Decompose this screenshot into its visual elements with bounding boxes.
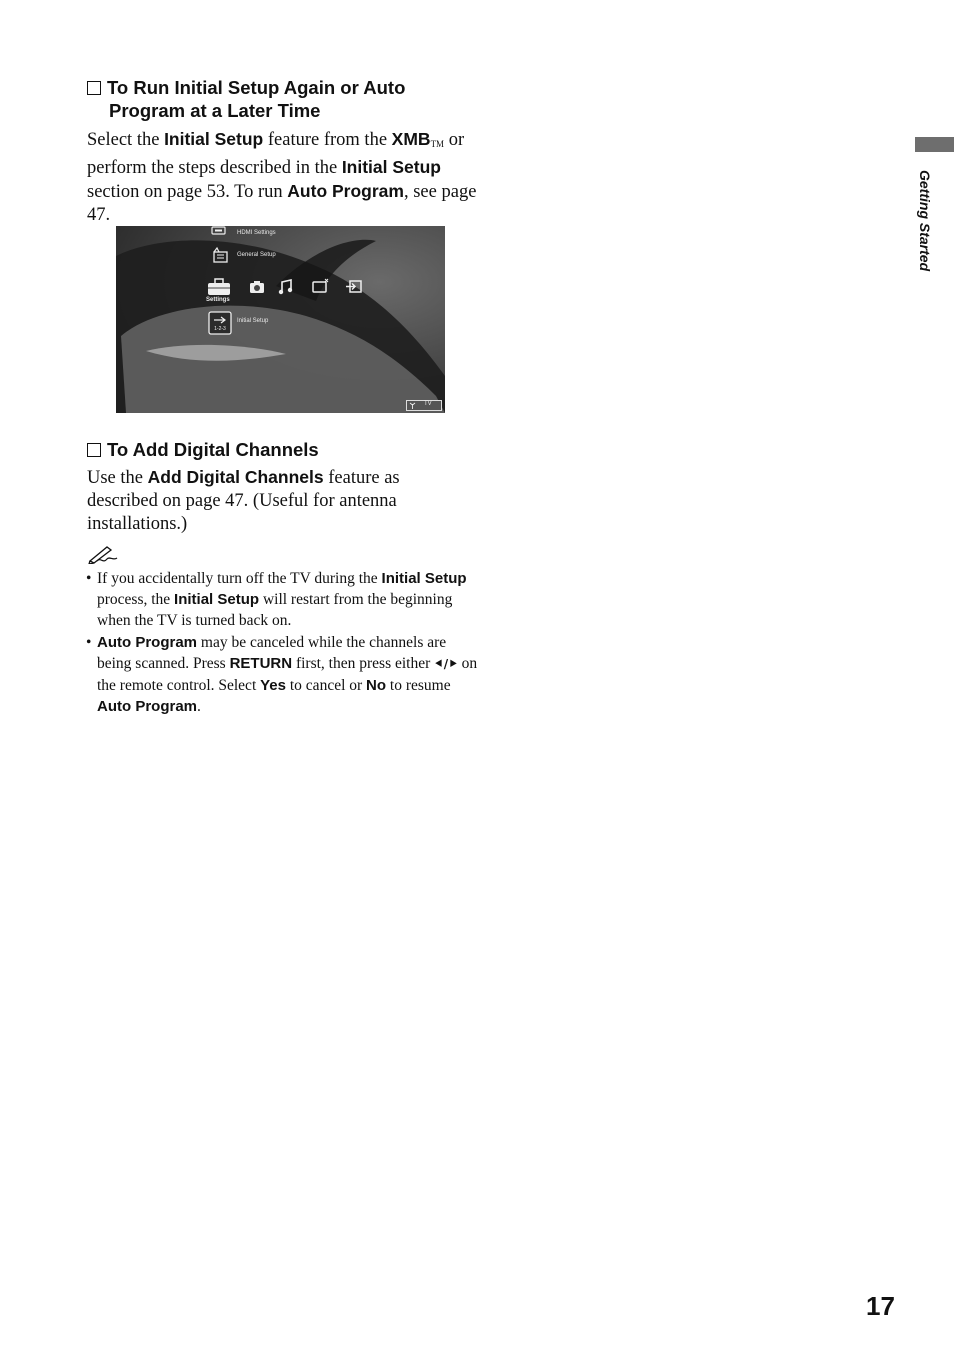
- note-item: [86, 632, 478, 717]
- term-no: No: [366, 677, 387, 694]
- term-initial-setup: Initial Setup: [164, 129, 264, 149]
- term-initial-setup: Initial Setup: [174, 591, 260, 608]
- screen-background-art: [116, 226, 445, 413]
- text: If you accidentally turn off the TV during the: [97, 570, 382, 587]
- bullet: •: [86, 634, 92, 651]
- text: will restart from the beginning when the TV is turned back on.: [97, 591, 453, 629]
- text: Use the: [87, 468, 148, 488]
- checkbox-square-icon: [87, 443, 101, 457]
- section-tab-text: Getting Started: [917, 170, 933, 272]
- tv-status-indicator: [406, 400, 442, 411]
- text: to resume: [386, 677, 451, 694]
- text: process, the: [97, 591, 175, 608]
- tv-menu-screenshot: [116, 226, 445, 413]
- text: feature as described on page 47. (Useful for antenna installations.): [87, 468, 400, 534]
- term-initial-setup: Initial Setup: [381, 570, 467, 587]
- term-auto-program: Auto Program: [97, 698, 198, 715]
- menu-item-label: Initial Setup: [237, 318, 269, 324]
- music-icon[interactable]: [278, 279, 293, 295]
- bullet: •: [86, 570, 92, 587]
- left-right-arrows-icon: ⯇/⯈: [434, 657, 458, 671]
- status-label-tv: TV: [424, 401, 432, 407]
- term-auto-program: Auto Program: [287, 181, 404, 201]
- page-number: 17: [866, 1291, 895, 1321]
- svg-text:1-2-3: 1-2-3: [214, 326, 226, 332]
- hdmi-icon: [211, 226, 227, 236]
- text: on the remote control. Select: [97, 655, 478, 694]
- initial-setup-icon: [208, 311, 232, 335]
- section2-paragraph: [87, 466, 447, 536]
- text: or perform the steps described in the: [87, 130, 465, 178]
- text: may be canceled while the channels are being scanned. Press: [97, 634, 447, 672]
- checkbox-square-icon: [87, 81, 101, 95]
- text: , see page 47.: [87, 182, 477, 225]
- heading-line-1: To Run Initial Setup Again or Auto: [107, 77, 406, 98]
- term-initial-setup: Initial Setup: [341, 157, 441, 177]
- section1-paragraph: [87, 128, 477, 227]
- text: Select the: [87, 130, 165, 150]
- text: feature from the: [263, 130, 392, 150]
- section-tab-marker: [915, 137, 954, 152]
- text: to cancel or: [286, 677, 367, 694]
- heading-text: To Add Digital Channels: [107, 439, 319, 460]
- input-icon[interactable]: [345, 280, 363, 294]
- menu-item-label: HDMI Settings: [237, 230, 276, 236]
- camera-icon[interactable]: [249, 280, 265, 294]
- term-return: RETURN: [229, 655, 293, 672]
- text: .: [197, 698, 201, 715]
- term-xmb: XMB: [391, 129, 431, 149]
- settings-toolbox-icon[interactable]: [207, 278, 231, 296]
- text: section on page 53. To run: [87, 182, 288, 202]
- pencil-note-icon: [87, 544, 119, 564]
- menu-item-label: General Setup: [237, 252, 276, 258]
- note-item: [86, 568, 478, 631]
- notes-list: [86, 568, 478, 718]
- trademark: TM: [430, 139, 445, 149]
- section-heading-add-digital-channels: [87, 438, 319, 461]
- term-yes: Yes: [260, 677, 286, 694]
- section-tab-label: [913, 170, 933, 296]
- section-heading-run-initial-setup: [87, 76, 405, 122]
- term-add-digital-channels: Add Digital Channels: [147, 467, 324, 487]
- term-auto-program: Auto Program: [97, 634, 198, 651]
- antenna-icon: [409, 402, 416, 409]
- general-setup-icon: [211, 246, 229, 264]
- text: first, then press either: [292, 655, 435, 672]
- heading-line-2: Program at a Later Time: [109, 100, 321, 121]
- category-label-settings: Settings: [206, 297, 230, 303]
- tv-icon[interactable]: [312, 278, 330, 294]
